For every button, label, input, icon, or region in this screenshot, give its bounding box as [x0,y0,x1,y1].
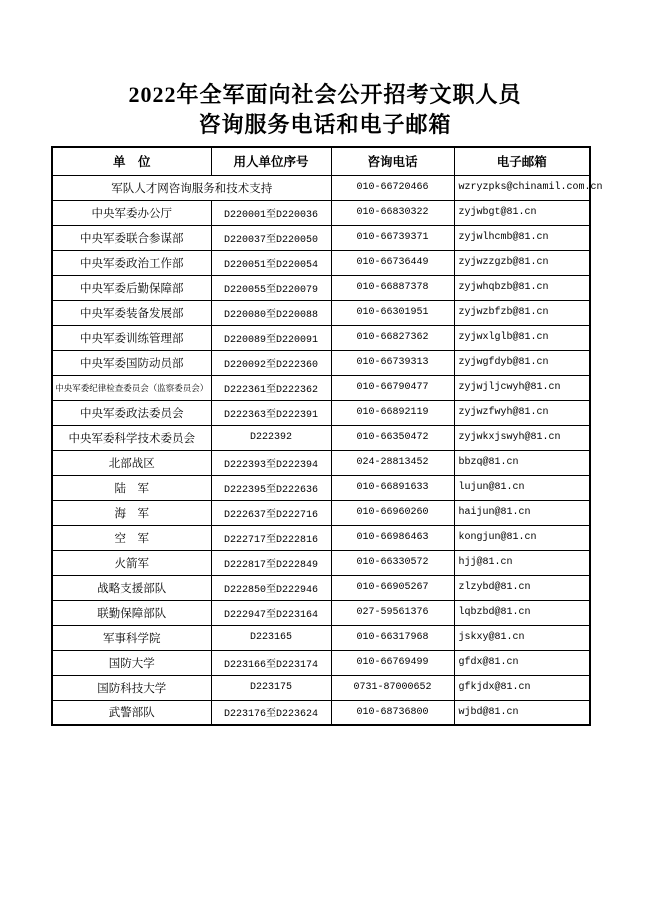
header-serial-range: 用人单位序号 [211,147,331,175]
phone-cell: 010-66892119 [331,400,454,425]
support-email-cell: wzryzpks@chinamil.com.cn [454,175,590,200]
contact-table [51,146,603,726]
serial-range-cell: D223175 [211,675,331,700]
table-row [52,275,590,300]
unit-cell: 联勤保障部队 [52,600,211,625]
serial-range-cell: D220089至D220091 [211,325,331,350]
unit-cell: 战略支援部队 [52,575,211,600]
unit-cell: 中央军委国防动员部 [52,350,211,375]
serial-range-cell: D222947至D223164 [211,600,331,625]
table-header [52,147,590,175]
phone-cell: 010-66986463 [331,525,454,550]
email-cell: zyjwkxjswyh@81.cn [454,425,590,450]
page-title-line1: 2022年全军面向社会公开招考文职人员 [128,82,522,107]
email-cell: zyjwhqbzb@81.cn [454,275,590,300]
serial-range-cell: D222850至D222946 [211,575,331,600]
email-cell: wjbd@81.cn [454,700,590,725]
unit-cell: 火箭军 [52,550,211,575]
table-row [52,225,590,250]
unit-cell: 空 军 [52,525,211,550]
serial-range-cell: D223166至D223174 [211,650,331,675]
table-row [52,400,590,425]
unit-cell: 中央军委办公厅 [52,200,211,225]
phone-cell: 010-66350472 [331,425,454,450]
serial-range-cell: D222637至D222716 [211,500,331,525]
unit-cell: 中央军委后勤保障部 [52,275,211,300]
table-row [52,650,590,675]
serial-range-cell: D220037至D220050 [211,225,331,250]
serial-range-cell: D222392 [211,425,331,450]
phone-cell: 027-59561376 [331,600,454,625]
email-cell: gfdx@81.cn [454,650,590,675]
unit-cell: 中央军委联合参谋部 [52,225,211,250]
email-cell: zyjwjljcwyh@81.cn [454,375,590,400]
phone-cell: 010-66905267 [331,575,454,600]
email-cell: zyjwlhcmb@81.cn [454,225,590,250]
phone-cell: 010-66739371 [331,225,454,250]
phone-cell: 0731-87000652 [331,675,454,700]
table-row [52,625,590,650]
phone-cell: 010-66960260 [331,500,454,525]
header-unit: 单 位 [52,147,211,175]
serial-range-cell: D222717至D222816 [211,525,331,550]
table-row [52,250,590,275]
email-cell: kongjun@81.cn [454,525,590,550]
serial-range-cell: D222395至D222636 [211,475,331,500]
email-cell: lujun@81.cn [454,475,590,500]
email-cell: haijun@81.cn [454,500,590,525]
email-cell: zyjwzbfzb@81.cn [454,300,590,325]
email-cell: jskxy@81.cn [454,625,590,650]
serial-range-cell: D222361至D222362 [211,375,331,400]
table-body [52,175,603,725]
email-cell: zyjwzfwyh@81.cn [454,400,590,425]
table-row [52,700,590,725]
header-row [52,147,590,175]
table-row [52,350,590,375]
serial-range-cell: D222817至D222849 [211,550,331,575]
phone-cell: 010-68736800 [331,700,454,725]
table-row [52,500,590,525]
table-row [52,575,590,600]
table-row [52,475,590,500]
table-row [52,675,590,700]
phone-cell: 010-66830322 [331,200,454,225]
serial-range-cell: D223165 [211,625,331,650]
unit-cell: 国防大学 [52,650,211,675]
table-row [52,375,590,400]
phone-cell: 010-66891633 [331,475,454,500]
page-title-line2: 咨询服务电话和电子邮箱 [198,112,452,137]
phone-cell: 010-66769499 [331,650,454,675]
phone-cell: 010-66330572 [331,550,454,575]
email-cell: zlzybd@81.cn [454,575,590,600]
unit-cell: 军事科学院 [52,625,211,650]
serial-range-cell: D222363至D222391 [211,400,331,425]
serial-range-cell: D220001至D220036 [211,200,331,225]
email-cell: zyjwbgt@81.cn [454,200,590,225]
email-cell: zyjwzzgzb@81.cn [454,250,590,275]
phone-cell: 010-66887378 [331,275,454,300]
serial-range-cell: D220080至D220088 [211,300,331,325]
email-cell: hjj@81.cn [454,550,590,575]
support-phone-cell: 010-66720466 [331,175,454,200]
email-cell: zyjwgfdyb@81.cn [454,350,590,375]
phone-cell: 010-66790477 [331,375,454,400]
unit-cell: 中央军委装备发展部 [52,300,211,325]
table-row [52,600,590,625]
table-row [52,300,590,325]
phone-cell: 010-66739313 [331,350,454,375]
unit-cell: 中央军委训练管理部 [52,325,211,350]
email-cell: bbzq@81.cn [454,450,590,475]
serial-range-cell: D223176至D223624 [211,700,331,725]
unit-cell: 中央军委政法委员会 [52,400,211,425]
unit-cell: 国防科技大学 [52,675,211,700]
serial-range-cell: D222393至D222394 [211,450,331,475]
email-cell: zyjwxlglb@81.cn [454,325,590,350]
table-row [52,200,590,225]
support-unit-cell: 军队人才网咨询服务和技术支持 [52,175,331,200]
page-title [0,80,650,140]
support-row [52,175,590,200]
serial-range-cell: D220055至D220079 [211,275,331,300]
unit-cell: 中央军委政治工作部 [52,250,211,275]
table-row [52,550,590,575]
table-row [52,450,590,475]
phone-cell: 010-66827362 [331,325,454,350]
unit-cell: 中央军委科学技术委员会 [52,425,211,450]
table-row [52,425,590,450]
serial-range-cell: D220051至D220054 [211,250,331,275]
phone-cell: 010-66736449 [331,250,454,275]
unit-cell: 武警部队 [52,700,211,725]
phone-cell: 024-28813452 [331,450,454,475]
email-cell: lqbzbd@81.cn [454,600,590,625]
header-phone: 咨询电话 [331,147,454,175]
email-cell: gfkjdx@81.cn [454,675,590,700]
header-email: 电子邮箱 [454,147,590,175]
unit-cell: 北部战区 [52,450,211,475]
table-row [52,325,590,350]
unit-cell: 海 军 [52,500,211,525]
table-row [52,525,590,550]
phone-cell: 010-66301951 [331,300,454,325]
serial-range-cell: D220092至D222360 [211,350,331,375]
unit-cell: 中央军委纪律检查委员会（监察委员会） [52,375,211,400]
phone-cell: 010-66317968 [331,625,454,650]
unit-cell: 陆 军 [52,475,211,500]
